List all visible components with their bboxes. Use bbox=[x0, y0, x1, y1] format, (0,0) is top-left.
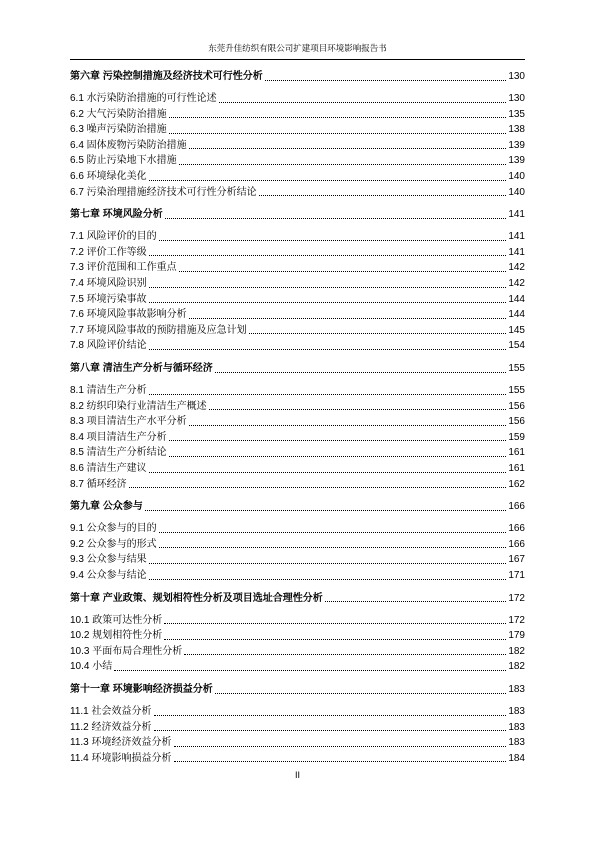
toc-entry-title: 8.6 清洁生产建议 bbox=[70, 463, 147, 474]
toc-section-entry[interactable] bbox=[70, 93, 525, 106]
toc-dot-leader bbox=[259, 195, 507, 196]
toc-entry-page: 182 bbox=[508, 661, 525, 673]
toc-entry-title: 6.1 水污染防治措施的可行性论述 bbox=[70, 93, 217, 104]
toc-entry-page: 161 bbox=[508, 447, 525, 459]
toc-section-entry[interactable] bbox=[70, 278, 525, 291]
toc-entry-page: 156 bbox=[508, 416, 525, 428]
toc-entry-page: 182 bbox=[508, 645, 525, 657]
toc-dot-leader bbox=[179, 271, 507, 272]
toc-section-entry[interactable] bbox=[70, 722, 525, 735]
toc-section-entry[interactable] bbox=[70, 554, 525, 567]
toc-entry-title: 6.6 环境绿化美化 bbox=[70, 171, 147, 182]
toc-entry-page: 179 bbox=[508, 630, 525, 642]
toc-entry-title: 第十一章 环境影响经济损益分析 bbox=[70, 684, 213, 695]
toc-chapter-entry[interactable] bbox=[70, 501, 525, 514]
toc-section-entry[interactable] bbox=[70, 401, 525, 414]
toc-entry-page: 172 bbox=[508, 592, 525, 604]
toc-section-entry[interactable] bbox=[70, 187, 525, 200]
toc-dot-leader bbox=[159, 532, 507, 533]
toc-entry-page: 140 bbox=[508, 186, 525, 198]
toc-chapter-entry[interactable] bbox=[70, 684, 525, 697]
toc-dot-leader bbox=[149, 563, 507, 564]
toc-entry-title: 第七章 环境风险分析 bbox=[70, 209, 163, 221]
toc-entry-title: 7.2 评价工作等级 bbox=[70, 246, 147, 258]
toc-chapter-entry[interactable] bbox=[70, 363, 525, 376]
toc-section-entry[interactable] bbox=[70, 737, 525, 750]
toc-entry-page: 135 bbox=[508, 108, 525, 120]
toc-entry-title: 7.7 环境风险事故的预防措施及应急计划 bbox=[70, 324, 247, 336]
toc-entry-page: 155 bbox=[508, 363, 525, 374]
toc-section-entry[interactable] bbox=[70, 109, 525, 122]
toc-section-entry[interactable] bbox=[70, 140, 525, 153]
toc-dot-leader bbox=[145, 510, 507, 511]
toc-dot-leader bbox=[149, 349, 507, 350]
toc-chapter-entry[interactable] bbox=[70, 71, 525, 84]
toc-dot-leader bbox=[169, 440, 507, 441]
toc-entry-title: 8.1 清洁生产分析 bbox=[70, 385, 147, 396]
toc-entry-title: 10.3 平面布局合理性分析 bbox=[70, 645, 183, 657]
toc-entry-page: 145 bbox=[508, 324, 525, 336]
toc-section-entry[interactable] bbox=[70, 523, 525, 536]
toc-dot-leader bbox=[249, 333, 507, 334]
toc-dot-leader bbox=[209, 409, 507, 410]
toc-entry-title: 6.4 固体废物污染防治措施 bbox=[70, 139, 187, 151]
toc-entry-page: 141 bbox=[508, 209, 525, 221]
toc-entry-title: 11.1 社会效益分析 bbox=[70, 706, 152, 717]
toc-dot-leader bbox=[114, 670, 506, 671]
toc-entry-title: 9.1 公众参与的目的 bbox=[70, 523, 157, 535]
toc-entry-title: 11.2 经济效益分析 bbox=[70, 721, 152, 733]
toc-entry-title: 8.7 循环经济 bbox=[70, 478, 127, 490]
toc-section-entry[interactable] bbox=[70, 124, 525, 137]
toc-entry-page: 142 bbox=[508, 262, 525, 274]
toc-section-entry[interactable] bbox=[70, 753, 525, 766]
toc-section-entry[interactable] bbox=[70, 325, 525, 338]
toc-dot-leader bbox=[154, 730, 507, 731]
toc-section-entry[interactable] bbox=[70, 539, 525, 552]
toc-entry-title: 9.3 公众参与结果 bbox=[70, 554, 147, 566]
toc-dot-leader bbox=[184, 654, 506, 655]
toc-entry-page: 139 bbox=[508, 155, 525, 167]
toc-entry-page: 139 bbox=[508, 139, 525, 151]
toc-entry-title: 7.6 环境风险事故影响分析 bbox=[70, 309, 187, 321]
toc-dot-leader bbox=[189, 318, 507, 319]
toc-entry-title: 第六章 污染控制措施及经济技术可行性分析 bbox=[70, 71, 263, 82]
toc-entry-page: 155 bbox=[508, 385, 525, 396]
toc-entry-page: 161 bbox=[508, 463, 525, 474]
toc-entry-title: 10.2 规划相符性分析 bbox=[70, 630, 163, 642]
toc-dot-leader bbox=[164, 639, 506, 640]
toc-section-entry[interactable] bbox=[70, 432, 525, 445]
toc-entry-title: 第八章 清洁生产分析与循环经济 bbox=[70, 363, 213, 374]
toc-entry-page: 144 bbox=[508, 309, 525, 321]
toc-section-entry[interactable] bbox=[70, 385, 525, 398]
toc-dot-leader bbox=[149, 255, 507, 256]
toc-entry-page: 166 bbox=[508, 501, 525, 513]
toc-dot-leader bbox=[149, 472, 507, 473]
toc-entry-title: 11.4 环境影响损益分析 bbox=[70, 752, 172, 764]
toc-entry-page: 184 bbox=[508, 752, 525, 764]
toc-dot-leader bbox=[159, 547, 507, 548]
toc-entry-title: 7.1 风险评价的目的 bbox=[70, 231, 157, 243]
toc-entry-title: 8.3 项目清洁生产水平分析 bbox=[70, 416, 187, 428]
toc-entry-title: 7.4 环境风险识别 bbox=[70, 278, 147, 289]
toc-entry-title: 第九章 公众参与 bbox=[70, 501, 143, 513]
toc-entry-title: 6.3 噪声污染防治措施 bbox=[70, 124, 167, 136]
toc-entry-title: 9.4 公众参与结论 bbox=[70, 570, 147, 581]
toc-dot-leader bbox=[169, 117, 507, 118]
toc-entry-title: 第十章 产业政策、规划相符性分析及项目选址合理性分析 bbox=[70, 592, 323, 604]
toc-entry-title: 8.5 清洁生产分析结论 bbox=[70, 447, 167, 459]
toc-section-entry[interactable] bbox=[70, 447, 525, 460]
toc-section-entry[interactable] bbox=[70, 247, 525, 260]
toc-dot-leader bbox=[215, 372, 507, 373]
toc-dot-leader bbox=[165, 218, 507, 219]
toc-section-entry[interactable] bbox=[70, 630, 525, 643]
toc-dot-leader bbox=[215, 693, 507, 694]
toc-entry-page: 183 bbox=[508, 737, 525, 749]
toc-entry-title: 6.7 污染治理措施经济技术可行性分析结论 bbox=[70, 186, 257, 198]
toc-dot-leader bbox=[164, 623, 506, 624]
toc-entry-page: 183 bbox=[508, 706, 525, 717]
toc-entry-title: 7.8 风险评价结论 bbox=[70, 340, 147, 352]
toc-entry-page: 166 bbox=[508, 523, 525, 535]
toc-dot-leader bbox=[325, 601, 507, 602]
toc-dot-leader bbox=[265, 80, 507, 81]
toc-dot-leader bbox=[149, 394, 507, 395]
toc-dot-leader bbox=[159, 240, 507, 241]
toc-entry-page: 166 bbox=[508, 538, 525, 550]
toc-entry-title: 7.5 环境污染事故 bbox=[70, 293, 147, 305]
toc-section-entry[interactable] bbox=[70, 294, 525, 307]
toc-dot-leader bbox=[174, 746, 507, 747]
toc-section-entry[interactable] bbox=[70, 155, 525, 168]
toc-dot-leader bbox=[129, 487, 507, 488]
toc-dot-leader bbox=[149, 579, 507, 580]
toc-entry-page: 154 bbox=[508, 340, 525, 352]
page-number: II bbox=[294, 770, 300, 780]
toc-entry-page: 142 bbox=[508, 278, 525, 289]
toc-entry-page: 159 bbox=[508, 431, 525, 443]
toc-dot-leader bbox=[174, 761, 507, 762]
toc-entry-title: 10.4 小结 bbox=[70, 661, 113, 673]
toc-dot-leader bbox=[169, 456, 507, 457]
toc-entry-title: 10.1 政策可达性分析 bbox=[70, 614, 163, 626]
toc-entry-page: 162 bbox=[508, 478, 525, 490]
toc-entry-title: 6.5 防止污染地下水措施 bbox=[70, 155, 177, 167]
toc-entry-title: 7.3 评价范围和工作重点 bbox=[70, 262, 177, 274]
toc-entry-title: 8.4 项目清洁生产分析 bbox=[70, 431, 167, 443]
toc-section-entry[interactable] bbox=[70, 416, 525, 429]
toc-section-entry[interactable] bbox=[70, 479, 525, 492]
toc-entry-page: 156 bbox=[508, 400, 525, 412]
toc-entry-page: 140 bbox=[508, 171, 525, 182]
running-header: 东莞升佳纺织有限公司扩建项目环境影响报告书 bbox=[70, 42, 525, 60]
toc-dot-leader bbox=[149, 302, 507, 303]
toc-section-entry[interactable] bbox=[70, 231, 525, 244]
toc-entry-title: 6.2 大气污染防治措施 bbox=[70, 108, 167, 120]
toc-section-entry[interactable] bbox=[70, 309, 525, 322]
toc-section-entry[interactable] bbox=[70, 706, 525, 719]
toc-entry-page: 138 bbox=[508, 124, 525, 136]
toc-chapter-entry[interactable] bbox=[70, 593, 525, 606]
toc-entry-page: 183 bbox=[508, 721, 525, 733]
toc-section-entry[interactable] bbox=[70, 171, 525, 184]
toc-dot-leader bbox=[179, 164, 507, 165]
toc-dot-leader bbox=[149, 287, 507, 288]
toc-section-entry[interactable] bbox=[70, 262, 525, 275]
toc-dot-leader bbox=[189, 425, 507, 426]
toc-entry-page: 130 bbox=[508, 71, 525, 82]
toc-chapter-entry[interactable] bbox=[70, 209, 525, 222]
toc-dot-leader bbox=[189, 148, 507, 149]
toc-entry-title: 9.2 公众参与的形式 bbox=[70, 538, 157, 550]
toc-entry-page: 172 bbox=[508, 614, 525, 626]
toc-section-entry[interactable] bbox=[70, 463, 525, 476]
toc-section-entry[interactable] bbox=[70, 661, 525, 674]
toc-section-entry[interactable] bbox=[70, 646, 525, 659]
toc-entry-page: 144 bbox=[508, 293, 525, 305]
toc-section-entry[interactable] bbox=[70, 570, 525, 583]
toc-entry-page: 130 bbox=[508, 93, 525, 104]
toc-dot-leader bbox=[219, 102, 507, 103]
toc-entry-page: 167 bbox=[508, 554, 525, 566]
toc-entry-page: 141 bbox=[508, 246, 525, 258]
toc-entry-title: 8.2 纺织印染行业清洁生产概述 bbox=[70, 400, 207, 412]
toc-entry-title: 11.3 环境经济效益分析 bbox=[70, 737, 172, 749]
toc-section-entry[interactable] bbox=[70, 615, 525, 628]
toc-section-entry[interactable] bbox=[70, 340, 525, 353]
toc-entry-page: 171 bbox=[508, 570, 525, 581]
toc-entry-page: 183 bbox=[508, 684, 525, 695]
toc-dot-leader bbox=[149, 180, 507, 181]
toc-dot-leader bbox=[169, 133, 507, 134]
toc-entry-page: 141 bbox=[508, 231, 525, 243]
toc-dot-leader bbox=[154, 715, 507, 716]
